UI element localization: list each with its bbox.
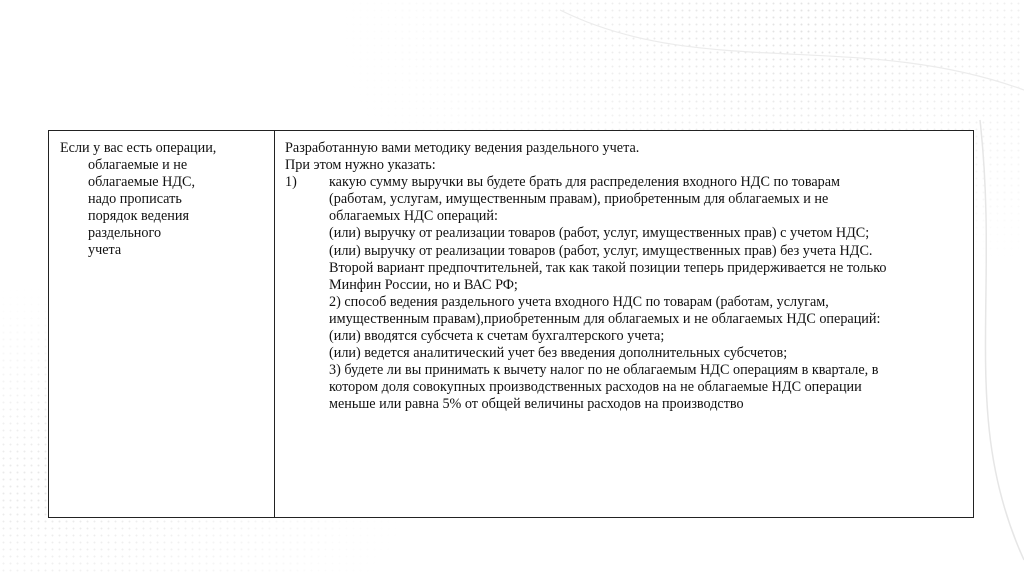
right-line-5: Второй вариант предпочтительней, так как такой позиции теперь придерживается не только [329,259,887,276]
right-subintro: При этом нужно указать: [285,157,436,174]
right-line-1: (работам, услугам, имущественным правам), приобретенным для облагаемых и не [329,191,829,208]
right-line-6: Минфин России, но и ВАС РФ; [329,276,518,293]
right-line-2: облагаемых НДС операций: [329,208,498,225]
right-intro: Разработанную вами методику ведения раздельного учета. [285,140,640,156]
right-line-3: (или) выручку от реализации товаров (работ, услуг, имущественных прав) с учетом НДС; [329,225,870,242]
left-line-4: надо прописать [88,191,182,207]
list-item-1 [285,174,965,191]
right-line-7: 2) способ ведения раздельного учета входного НДС по товарам (работам, услугам, [329,293,829,310]
list-item-1-text: какую сумму выручки вы будете брать для распределения входного НДС по товарам [329,174,840,191]
right-line-9: (или) вводятся субсчета к счетам бухгалтерского учета; [329,328,665,345]
right-line-13: меньше или равна 5% от общей величины расходов на производство [329,396,744,413]
right-line-11: 3) будете ли вы принимать к вычету налог по не облагаемым НДС операциям в квартале, в [329,362,879,379]
right-line-12: котором доля совокупных производственных расходов на не облагаемые НДС операции [329,379,862,396]
left-line-6: раздельного [88,225,162,241]
left-line-3: облагаемые НДС, [88,174,196,190]
right-cell [275,131,973,517]
left-line-1: Если у вас есть операции, [60,140,217,156]
left-line-5: порядок ведения [88,208,190,224]
left-line-7: учета [88,242,122,258]
content-table [48,130,974,518]
right-line-4: (или) выручку от реализации товаров (работ, услуг, имущественных прав) без учета НДС. [329,242,873,259]
left-line-2: облагаемые и не [88,157,188,173]
left-cell [49,131,275,517]
right-line-8: имущественным правам),приобретенным для облагаемых и не облагаемых НДС операций: [329,310,881,327]
list-item-1-number: 1) [285,174,297,191]
right-line-10: (или) ведется аналитический учет без введения дополнительных субсчетов; [329,345,788,362]
